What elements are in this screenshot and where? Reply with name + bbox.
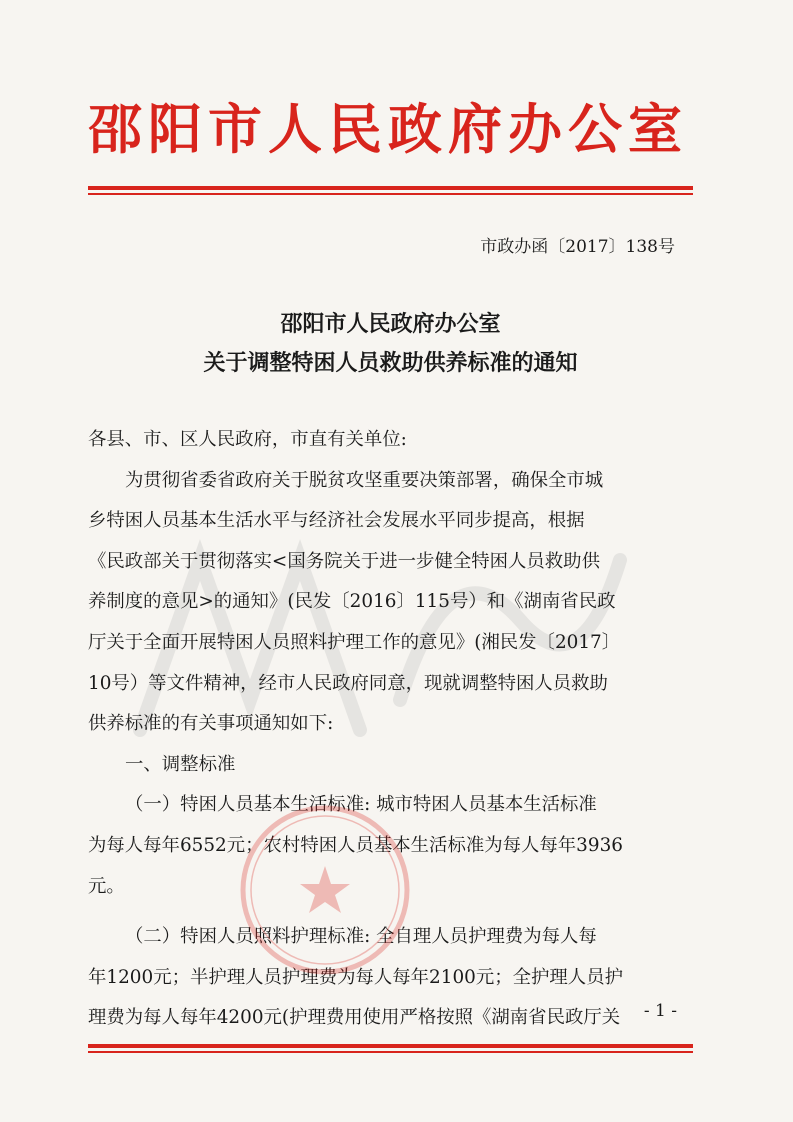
paragraph-gap [88, 907, 688, 917]
header-rule-thin [88, 193, 693, 195]
body-line: 为每人每年6552元；农村特困人员基本生活标准为每人每年3936 [88, 834, 623, 856]
body-line: 元。 [88, 875, 125, 897]
masthead-title: 邵阳市人民政府办公室 [88, 97, 688, 161]
body-line: 为贯彻省委省政府关于脱贫攻坚重要决策部署，确保全市城 [125, 469, 604, 491]
body-line: 养制度的意见>的通知》(民发〔2016〕115号）和《湖南省民政 [88, 591, 616, 613]
page-number: - 1 - [643, 1001, 677, 1021]
header-rule-thick [88, 186, 693, 190]
body-line: 乡特困人员基本生活水平与经济社会发展水平同步提高，根据 [88, 510, 585, 532]
body-line: 供养标准的有关事项通知如下: [88, 713, 334, 735]
section-heading: 一、调整标准 [125, 753, 236, 775]
body-line: 厅关于全面开展特困人员照料护理工作的意见》(湘民发〔2017〕 [88, 631, 621, 653]
footer-rule-thick [88, 1044, 693, 1048]
body-line: 理费为每人每年4200元(护理费用使用严格按照《湖南省民政厅关 [88, 1007, 621, 1029]
body-line: 《民政部关于贯彻落实<国务院关于进一步健全特困人员救助供 [88, 550, 600, 572]
footer-rule-thin [88, 1051, 693, 1053]
body-line: （二）特困人员照料护理标准: 全自理人员护理费为每人每 [125, 926, 597, 948]
document-title-line-1: 邵阳市人民政府办公室 [280, 311, 501, 337]
salutation: 各县、市、区人民政府，市直有关单位: [88, 429, 407, 450]
document-body [88, 420, 688, 1039]
document-title-line-2: 关于调整特困人员救助供养标准的通知 [203, 350, 578, 376]
body-line: 年1200元；半护理人员护理费为每人每年2100元；全护理人员护 [88, 966, 623, 988]
body-line: 10号）等文件精神，经市人民政府同意，现就调整特困人员救助 [88, 672, 608, 694]
document-number: 市政办函〔2017〕138号 [480, 237, 675, 257]
body-line: （一）特困人员基本生活标准: 城市特困人员基本生活标准 [125, 794, 597, 816]
